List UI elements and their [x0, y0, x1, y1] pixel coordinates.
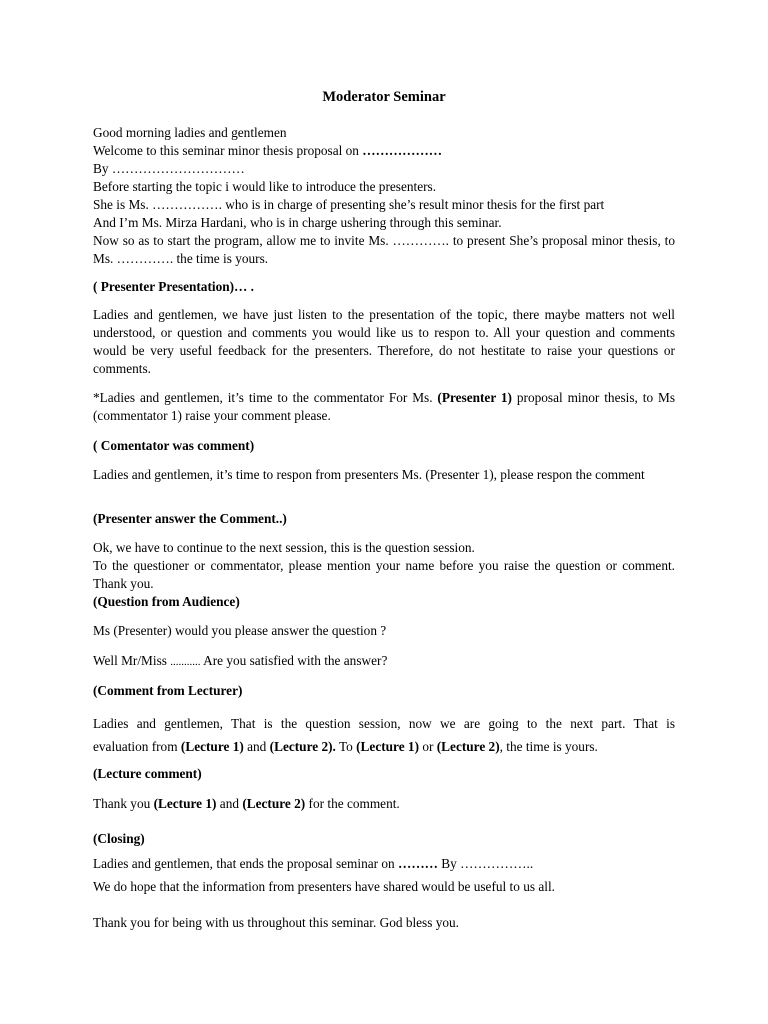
commentator-call-bold: (Presenter 1) [437, 390, 512, 405]
closing-heading-text: (Closing) [93, 831, 145, 846]
feedback-paragraph: Ladies and gentlemen, we have just listen to the presentation of the topic, there maybe matters not well understood, or question and comments you would like us to respon to. All your question and comments would be very useful feedback for the presenters. Therefore, do not hestitate to raise your questions or comments. [93, 307, 675, 376]
thanks-line [93, 795, 675, 813]
evaluation-text-4: or [419, 739, 437, 754]
commentator-heading [93, 437, 675, 455]
closing-text-2: By …………….. [437, 856, 534, 871]
evaluation-lecture-2-again: (Lecture 2) [436, 739, 500, 754]
commentator-call-paragraph [93, 389, 675, 425]
evaluation-lecture-2: (Lecture 2). [269, 739, 336, 754]
closing-line [93, 855, 675, 873]
evaluation-lecture-1-again: (Lecture 1) [356, 739, 420, 754]
introduction-line: Before starting the topic i would like to introduce the presenters. [93, 179, 437, 194]
intro-section [93, 124, 675, 268]
evaluation-line-2 [93, 735, 675, 758]
welcome-text: Welcome to this seminar minor thesis proposal on [93, 143, 363, 158]
closing-text-1: Ladies and gentlemen, that ends the proposal seminar on [93, 856, 399, 871]
evaluation-text-3: To [335, 739, 357, 754]
presenter-line: She is Ms. ……………. who is in charge of presenting she’s result minor thesis for the first part [93, 197, 605, 212]
thanks-text-2: and [216, 796, 243, 811]
presenter-answer-heading [93, 510, 675, 528]
commentator-call-pre: *Ladies and gentlemen, it’s time to the commentator For Ms. [93, 390, 438, 405]
evaluation-text-2: and [243, 739, 270, 754]
welcome-line [93, 142, 675, 160]
evaluation-lecture-1: (Lecture 1) [180, 739, 244, 754]
thanks-text-3: for the comment. [305, 796, 400, 811]
presenter-presentation-heading-text: ( Presenter Presentation)… . [93, 279, 254, 294]
commentator-call-post: proposal minor thesis, to Ms (commentator 1) raise your comment please. [93, 390, 675, 423]
satisfied-line [93, 652, 675, 671]
evaluation-line-1: Ladies and gentlemen, That is the question session, now we are going to the next part. That is [93, 716, 675, 731]
invite-line: Now so as to start the program, allow me to invite Ms. …………. to present She’s proposal minor thesis, to Ms. …………. the time is yours. [93, 233, 675, 266]
satisfied-dots: ........... [170, 656, 201, 668]
by-line: By ………………………… [93, 161, 245, 176]
document-title: Moderator Seminar [322, 89, 446, 105]
lecture-comment-heading-text: (Lecture comment) [93, 766, 202, 781]
presenter-presentation-block [93, 278, 675, 296]
closing-final-line: Thank you for being with us throughout this seminar. God bless you. [93, 915, 460, 930]
question-audience-heading-text: (Question from Audience) [93, 594, 240, 609]
closing-hope-line: We do hope that the information from presenters have shared would be useful to us all. [93, 879, 555, 894]
commentator-heading-text: ( Comentator was comment) [93, 438, 255, 453]
moderator-line: And I’m Ms. Mirza Hardani, who is in charge ushering through this seminar. [93, 215, 502, 230]
evaluation-paragraph [93, 712, 675, 758]
topic-blank: ……………… [362, 143, 443, 158]
satisfied-post: Are you satisfied with the answer? [200, 653, 388, 668]
greeting-line: Good morning ladies and gentlemen [93, 125, 287, 140]
evaluation-text-1: evaluation from [93, 739, 181, 754]
evaluation-text-5: , the time is yours. [499, 739, 598, 754]
question-audience-heading [93, 593, 675, 611]
question-instructions: To the questioner or commentator, please mention your name before you raise the question or comment. Thank you. [93, 558, 675, 591]
satisfied-pre: Well Mr/Miss [93, 653, 171, 668]
comment-lecturer-heading [93, 682, 675, 700]
closing-date-blank: ……… [398, 856, 438, 871]
presenter-answer-heading-text: (Presenter answer the Comment..) [93, 511, 287, 526]
answer-request-line: Ms (Presenter) would you please answer the question ? [93, 623, 387, 638]
closing-heading [93, 830, 675, 848]
presenter-presentation-heading [93, 278, 675, 296]
question-session-section [93, 539, 675, 611]
thanks-lecture-2: (Lecture 2) [242, 796, 306, 811]
comment-lecturer-heading-text: (Comment from Lecturer) [93, 683, 243, 698]
question-session-line: Ok, we have to continue to the next session, this is the question session. [93, 540, 475, 555]
respond-paragraph: Ladies and gentlemen, it’s time to respon from presenters Ms. (Presenter 1), please respon the comment [93, 467, 645, 482]
thanks-text-1: Thank you [93, 796, 154, 811]
thanks-lecture-1: (Lecture 1) [153, 796, 217, 811]
lecture-comment-heading [93, 765, 675, 783]
